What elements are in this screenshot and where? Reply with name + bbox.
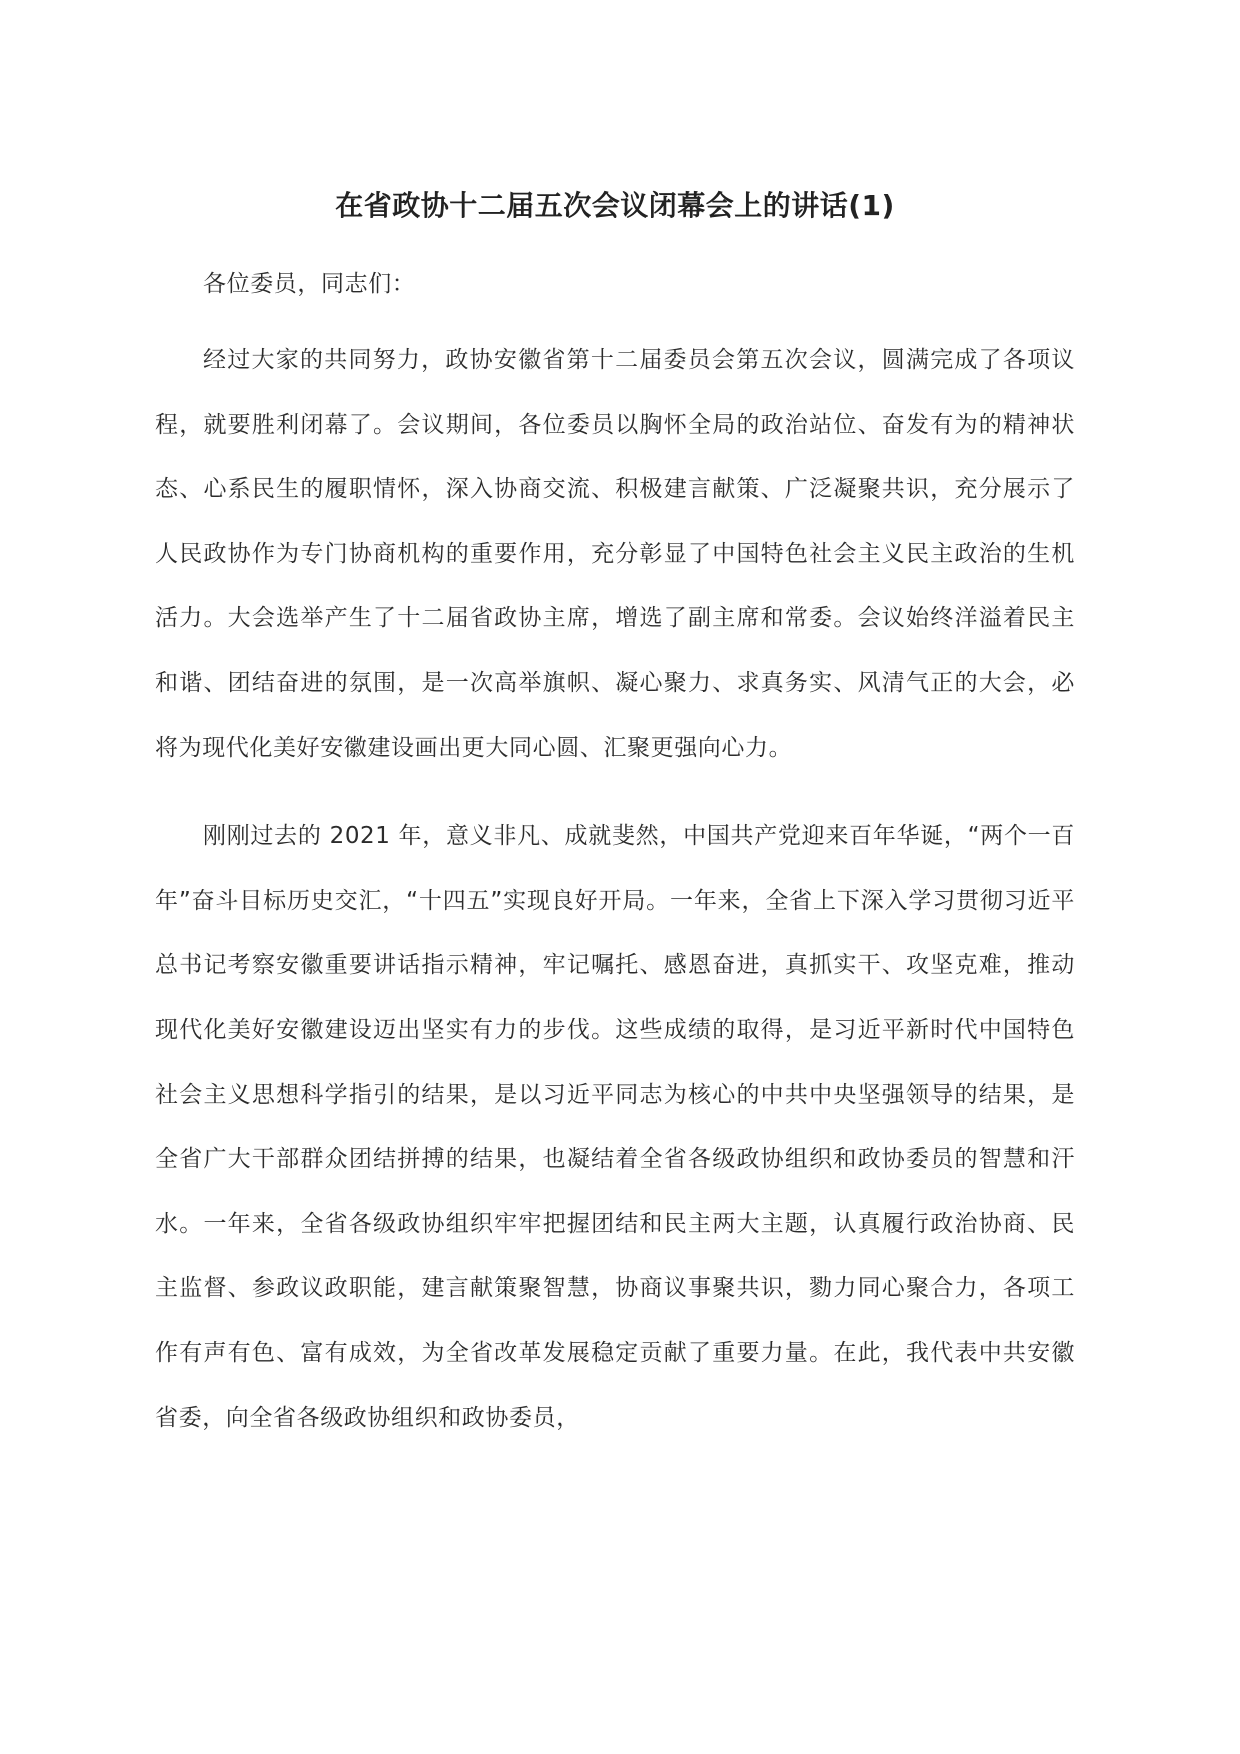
salutation: 各位委员，同志们： <box>203 271 416 297</box>
paragraph-1: 经过大家的共同努力，政协安徽省第十二届委员会第五次会议，圆满完成了各项议程，就要胜利闭幕了。会议期间，各位委员以胸怀全局的政治站位、奋发有为的精神状态、心系民生的履职情怀，深入协商交流、积极建言献策、广泛凝聚共识，充分展示了人民政协作为专门协商机构的重要作用，充分彰显了中国特色社会主义民主政治的生机活力。大会选举产生了十二届省政协主席，增选了副主席和常委。会议始终洋溢着民主和谐、团结奋进的氛围，是一次高举旗帜、凝心聚力、求真务实、风清气正的大会，必将为现代化美好安徽建设画出更大同心圆、汇聚更强向心力。 <box>155 347 1075 761</box>
document-body <box>155 186 1075 1450</box>
document-title: 在省政协十二届五次会议闭幕会上的讲话(1) <box>335 189 895 222</box>
paragraph-2: 刚刚过去的 2021 年，意义非凡、成就斐然，中国共产党迎来百年华诞，“两个一百年”奋斗目标历史交汇，“十四五”实现良好开局。一年来，全省上下深入学习贯彻习近平总书记考察安徽重要讲话指示精神，牢记嘱托、感恩奋进，真抓实干、攻坚克难，推动现代化美好安徽建设迈出坚实有力的步伐。这些成绩的取得，是习近平新时代中国特色社会主义思想科学指引的结果，是以习近平同志为核心的中共中央坚强领导的结果，是全省广大干部群众团结拼搏的结果，也凝结着全省各级政协组织和政协委员的智慧和汗水。一年来，全省各级政协组织牢牢把握团结和民主两大主题，认真履行政治协商、民主监督、参政议政职能，建言献策聚智慧，协商议事聚共识，勠力同心聚合力，各项工作有声有色、富有成效，为全省改革发展稳定贡献了重要力量。在此，我代表中共安徽省委，向全省各级政协组织和政协委员， <box>155 823 1075 1431</box>
